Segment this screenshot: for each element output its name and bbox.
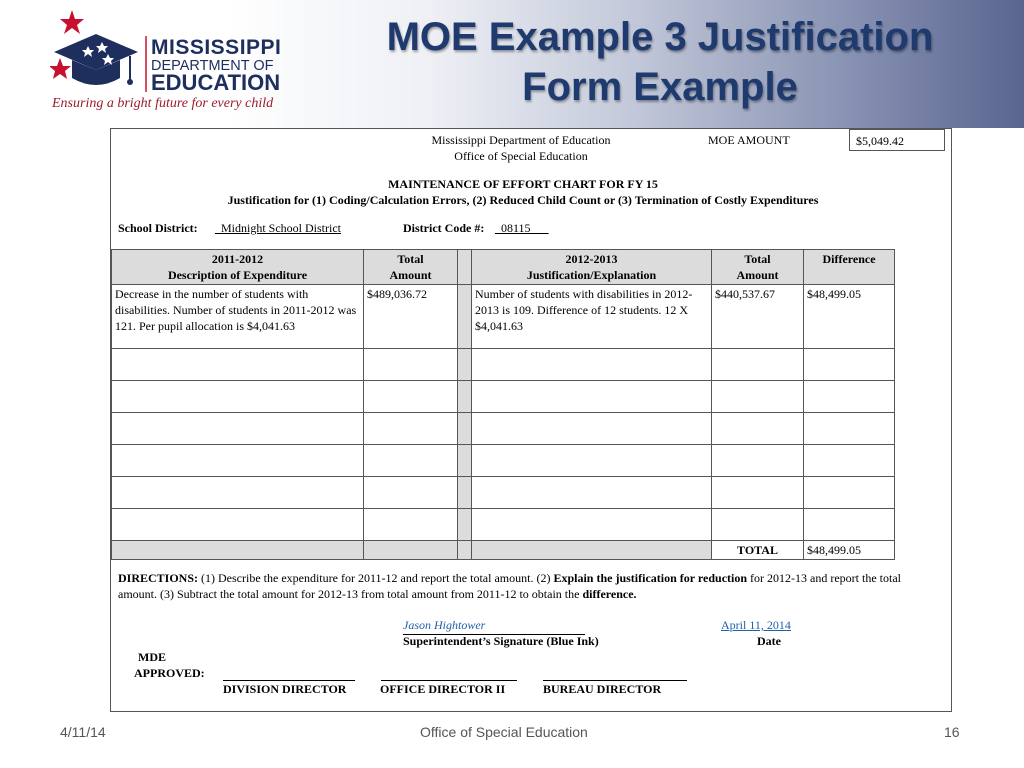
table-row xyxy=(112,349,895,381)
table-row xyxy=(112,381,895,413)
expenditure-table xyxy=(111,249,895,560)
empty-cell[interactable] xyxy=(804,477,895,509)
approval-line-bureau[interactable] xyxy=(543,680,687,681)
school-district-label: School District: xyxy=(118,221,198,235)
table-separator xyxy=(458,349,472,381)
signature-line[interactable] xyxy=(403,618,585,635)
empty-cell[interactable] xyxy=(112,381,364,413)
empty-cell[interactable] xyxy=(364,349,458,381)
row1-difference[interactable]: $48,499.05 xyxy=(804,285,895,349)
logo-text-line3: EDUCATION xyxy=(151,70,281,95)
footer-office: Office of Special Education xyxy=(420,724,588,740)
table-separator xyxy=(458,413,472,445)
header-justification: 2012-2013 Justification/Explanation xyxy=(472,250,712,285)
table-separator xyxy=(458,541,472,560)
empty-cell[interactable] xyxy=(364,477,458,509)
empty-cell[interactable] xyxy=(804,445,895,477)
approval-line-division[interactable] xyxy=(223,680,355,681)
empty-cell[interactable] xyxy=(804,509,895,541)
empty-cell[interactable] xyxy=(364,509,458,541)
table-header-row xyxy=(112,250,895,285)
justification-reasons: Justification for (1) Coding/Calculation Errors, (2) Reduced Child Count or (3) Termination of Costly Expenditures xyxy=(227,193,819,207)
total-row-blank xyxy=(472,541,712,560)
mde-label: MDE xyxy=(138,650,166,664)
header-amount-2011: Total Amount xyxy=(364,250,458,285)
table-row xyxy=(112,413,895,445)
logo-text-line1: MISSISSIPPI xyxy=(151,36,282,59)
row1-description[interactable]: Decrease in the number of students with disabilities. Number of students in 2011-2012 was 121. Per pupil allocation is $4,041.63 xyxy=(112,285,364,349)
justification-form xyxy=(110,128,952,712)
office-director-label: OFFICE DIRECTOR II xyxy=(380,682,506,696)
table-separator xyxy=(458,477,472,509)
division-director-label: DIVISION DIRECTOR xyxy=(223,682,347,696)
star-icon xyxy=(60,10,84,34)
empty-cell[interactable] xyxy=(804,349,895,381)
signature-date[interactable]: April 11, 2014 xyxy=(721,618,791,632)
header-difference: Difference xyxy=(804,250,895,285)
empty-cell[interactable] xyxy=(364,445,458,477)
empty-cell[interactable] xyxy=(364,413,458,445)
directions-text: DIRECTIONS: (1) Describe the expenditure for 2011-12 and report the total amount. (2) Explain the justification for reduction for 2012-13 and report the total amount. (3) Subtract the total amount for 2012-13 from total amount from 2011-12 to obtain the difference. xyxy=(118,571,901,601)
slide-title-line2: Form Example xyxy=(522,65,798,109)
date-label: Date xyxy=(757,634,781,648)
table-separator xyxy=(458,509,472,541)
approved-label: APPROVED: xyxy=(134,666,205,680)
district-code-field[interactable]: _08115___ xyxy=(495,221,549,235)
empty-cell[interactable] xyxy=(472,445,712,477)
table-separator xyxy=(458,381,472,413)
total-label: TOTAL xyxy=(712,541,804,560)
moe-amount-field[interactable]: $5,049.42 xyxy=(849,129,945,151)
header-amount-2012: Total Amount xyxy=(712,250,804,285)
slide-title xyxy=(330,12,990,112)
total-row xyxy=(112,541,895,560)
empty-cell[interactable] xyxy=(472,413,712,445)
empty-cell[interactable] xyxy=(472,349,712,381)
empty-cell[interactable] xyxy=(364,381,458,413)
table-row xyxy=(112,445,895,477)
logo-tagline: Ensuring a bright future for every child xyxy=(52,96,274,111)
school-district-field[interactable]: _Midnight School District xyxy=(215,221,341,235)
total-row-blank xyxy=(364,541,458,560)
empty-cell[interactable] xyxy=(712,349,804,381)
empty-cell[interactable] xyxy=(712,445,804,477)
empty-cell[interactable] xyxy=(804,413,895,445)
footer-date: 4/11/14 xyxy=(60,724,106,740)
header-description: 2011-2012 Description of Expenditure xyxy=(112,250,364,285)
slide-number: 16 xyxy=(944,724,960,740)
empty-cell[interactable] xyxy=(112,349,364,381)
empty-cell[interactable] xyxy=(112,445,364,477)
approval-line-office[interactable] xyxy=(381,680,517,681)
district-code-label: District Code #: xyxy=(403,221,485,235)
chart-title: MAINTENANCE OF EFFORT CHART FOR FY 15 xyxy=(388,177,658,191)
empty-cell[interactable] xyxy=(712,413,804,445)
office-name: Office of Special Education xyxy=(454,149,588,163)
moe-amount-label: MOE AMOUNT xyxy=(708,133,790,147)
empty-cell[interactable] xyxy=(472,509,712,541)
empty-cell[interactable] xyxy=(112,509,364,541)
org-name: Mississippi Department of Education xyxy=(431,133,611,147)
row1-amount-2011[interactable]: $489,036.72 xyxy=(364,285,458,349)
empty-cell[interactable] xyxy=(472,477,712,509)
table-row xyxy=(112,285,895,349)
total-row-blank xyxy=(112,541,364,560)
empty-cell[interactable] xyxy=(712,509,804,541)
table-separator xyxy=(458,445,472,477)
bureau-director-label: BUREAU DIRECTOR xyxy=(543,682,662,696)
empty-cell[interactable] xyxy=(112,477,364,509)
total-difference-value[interactable]: $48,499.05 xyxy=(804,541,895,560)
slide-title-line1: MOE Example 3 Justification xyxy=(386,15,934,59)
table-row xyxy=(112,477,895,509)
empty-cell[interactable] xyxy=(712,477,804,509)
empty-cell[interactable] xyxy=(712,381,804,413)
row1-justification[interactable]: Number of students with disabilities in 2012-2013 is 109. Difference of 12 students. 12 X $4,041.63 xyxy=(472,285,712,349)
superintendent-signature: Jason Hightower xyxy=(403,618,486,632)
empty-cell[interactable] xyxy=(472,381,712,413)
row1-amount-2012[interactable]: $440,537.67 xyxy=(712,285,804,349)
signature-label: Superintendent’s Signature (Blue Ink) xyxy=(403,634,599,648)
table-separator xyxy=(458,250,472,285)
logo-text-line2: DEPARTMENT OF xyxy=(151,58,274,74)
table-separator xyxy=(458,285,472,349)
empty-cell[interactable] xyxy=(112,413,364,445)
table-row xyxy=(112,509,895,541)
mortarboard-icon xyxy=(54,34,138,70)
empty-cell[interactable] xyxy=(804,381,895,413)
directions-label: DIRECTIONS: xyxy=(118,571,199,585)
